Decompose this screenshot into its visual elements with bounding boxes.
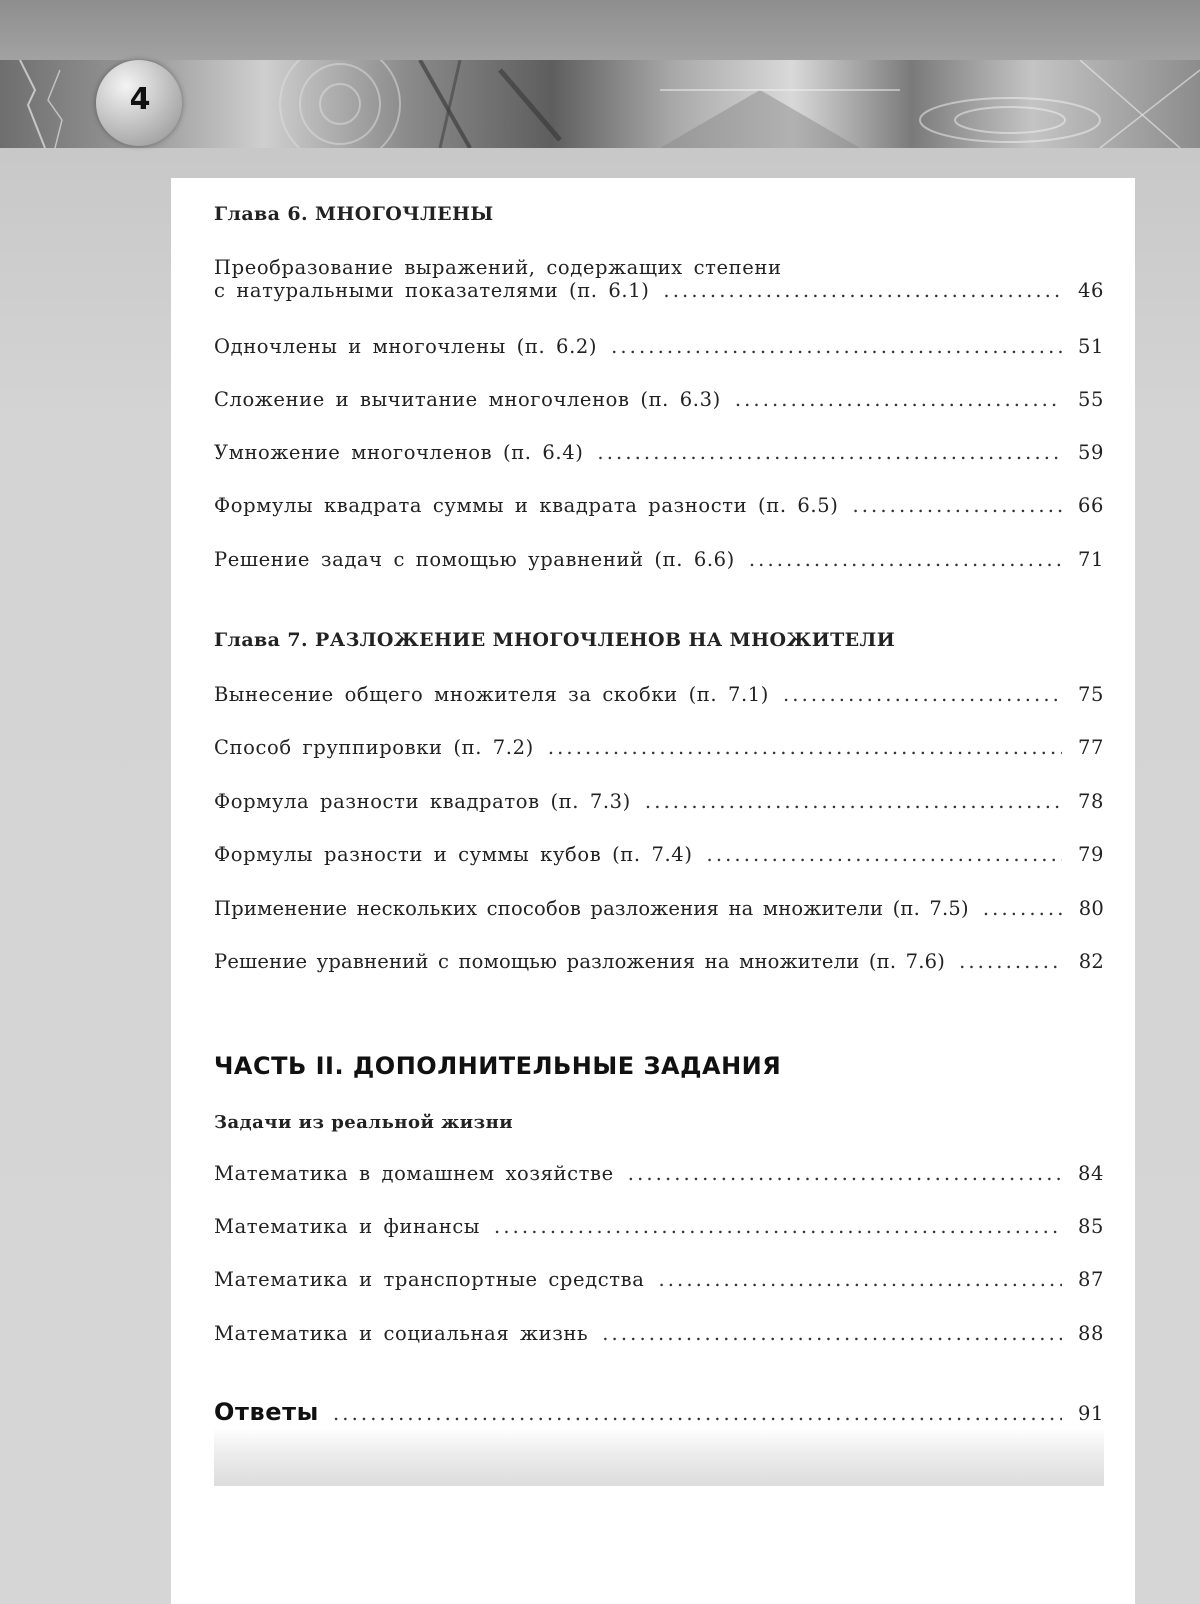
- toc-entry-page: 79: [1077, 843, 1104, 866]
- dot-leader: [735, 388, 1062, 411]
- toc-entry-title: Формулы квадрата суммы и квадрата разности (п. 6.5): [214, 494, 839, 517]
- toc-entry-page: 91: [1077, 1402, 1104, 1425]
- toc-entry-page: 80: [1078, 897, 1104, 920]
- dot-leader: [749, 548, 1062, 571]
- toc-entry-page: 71: [1077, 548, 1104, 571]
- toc-entry-7-2[interactable]: [214, 736, 1104, 759]
- toc-entry-7-1[interactable]: [214, 683, 1104, 706]
- dot-leader: [983, 897, 1062, 920]
- toc-entry-page: 46: [1077, 279, 1104, 302]
- toc-entry-6-3[interactable]: [214, 388, 1104, 411]
- toc-entry-7-6[interactable]: [214, 950, 1104, 973]
- toc-entry-7-4[interactable]: [214, 843, 1104, 866]
- toc-entry-page: 84: [1077, 1162, 1104, 1185]
- real-life-tasks-heading: Задачи из реальной жизни: [214, 1112, 514, 1133]
- part-2-heading: ЧАСТЬ II. ДОПОЛНИТЕЛЬНЫЕ ЗАДАНИЯ: [214, 1052, 782, 1080]
- toc-entry-page: 77: [1077, 736, 1104, 759]
- dot-leader: [494, 1215, 1062, 1238]
- answers-heading: Ответы: [214, 1398, 319, 1426]
- toc-entry-title-line1: Преобразование выражений, содержащих степени: [214, 256, 782, 279]
- toc-entry-title: Формулы разности и суммы кубов (п. 7.4): [214, 843, 693, 866]
- toc-entry-page: 85: [1077, 1215, 1104, 1238]
- header-top-band: [0, 0, 1200, 60]
- toc-entry-page: 51: [1077, 335, 1104, 358]
- toc-entry-title: Применение нескольких способов разложения на множители (п. 7.5): [214, 897, 969, 920]
- toc-entry-page: 87: [1077, 1268, 1104, 1291]
- toc-entry-title: Сложение и вычитание многочленов (п. 6.3): [214, 388, 721, 411]
- toc-entry-page: 88: [1077, 1322, 1104, 1345]
- toc-entry-page: 66: [1077, 494, 1104, 517]
- toc-entry-page: 75: [1077, 683, 1104, 706]
- toc-entry-title: Формула разности квадратов (п. 7.3): [214, 790, 631, 813]
- toc-entry-6-2[interactable]: [214, 335, 1104, 358]
- toc-entry-7-3[interactable]: [214, 790, 1104, 813]
- dot-leader: [597, 441, 1062, 464]
- toc-entry-page: 78: [1077, 790, 1104, 813]
- toc-entry-6-1[interactable]: [214, 256, 1104, 302]
- toc-entry-title: Математика и финансы: [214, 1215, 481, 1238]
- dot-leader: [707, 843, 1062, 866]
- chapter-7-heading: Глава 7. РАЗЛОЖЕНИЕ МНОГОЧЛЕНОВ НА МНОЖИТЕЛИ: [214, 629, 896, 651]
- dot-leader: [602, 1322, 1062, 1345]
- toc-entry-title: Способ группировки (п. 7.2): [214, 736, 534, 759]
- toc-entry-6-5[interactable]: [214, 494, 1104, 517]
- answers-highlight-band: [214, 1428, 1104, 1486]
- toc-entry-title: Решение уравнений с помощью разложения на множители (п. 7.6): [214, 950, 946, 973]
- dot-leader: [611, 335, 1062, 358]
- toc-entry-6-6[interactable]: [214, 548, 1104, 571]
- toc-entry-page: 82: [1078, 950, 1104, 973]
- toc-entry-line2: [214, 279, 1104, 302]
- dot-leader: [663, 279, 1062, 302]
- toc-entry-title: Умножение многочленов (п. 6.4): [214, 441, 584, 464]
- toc-entry-page: 59: [1077, 441, 1104, 464]
- toc-entry-social-life[interactable]: [214, 1322, 1104, 1345]
- toc-entry-page: 55: [1077, 388, 1104, 411]
- toc-entry-answers[interactable]: [214, 1398, 1104, 1426]
- toc-entry-title: Математика и социальная жизнь: [214, 1322, 589, 1345]
- toc-entry-title: Одночлены и многочлены (п. 6.2): [214, 335, 598, 358]
- dot-leader: [783, 683, 1062, 706]
- toc-entry-6-4[interactable]: [214, 441, 1104, 464]
- toc-entry-title: Математика и транспортные средства: [214, 1268, 645, 1291]
- toc-entry-transport[interactable]: [214, 1268, 1104, 1291]
- dot-leader: [548, 736, 1062, 759]
- toc-entry-household[interactable]: [214, 1162, 1104, 1185]
- toc-entry-finance[interactable]: [214, 1215, 1104, 1238]
- toc-entry-title: Вынесение общего множителя за скобки (п. 7.1): [214, 683, 769, 706]
- dot-leader: [658, 1268, 1062, 1291]
- dot-leader: [333, 1402, 1062, 1425]
- toc-entry-title-line2: с натуральными показателями (п. 6.1): [214, 279, 650, 302]
- dot-leader: [852, 494, 1062, 517]
- toc-entry-title: Решение задач с помощью уравнений (п. 6.6): [214, 548, 735, 571]
- toc-entry-title: Математика в домашнем хозяйстве: [214, 1162, 614, 1185]
- page-number: 4: [129, 82, 151, 117]
- toc-entry-7-5[interactable]: [214, 897, 1104, 920]
- dot-leader: [628, 1162, 1062, 1185]
- chapter-6-heading: Глава 6. МНОГОЧЛЕНЫ: [214, 203, 494, 225]
- dot-leader: [645, 790, 1062, 813]
- dot-leader: [959, 950, 1062, 973]
